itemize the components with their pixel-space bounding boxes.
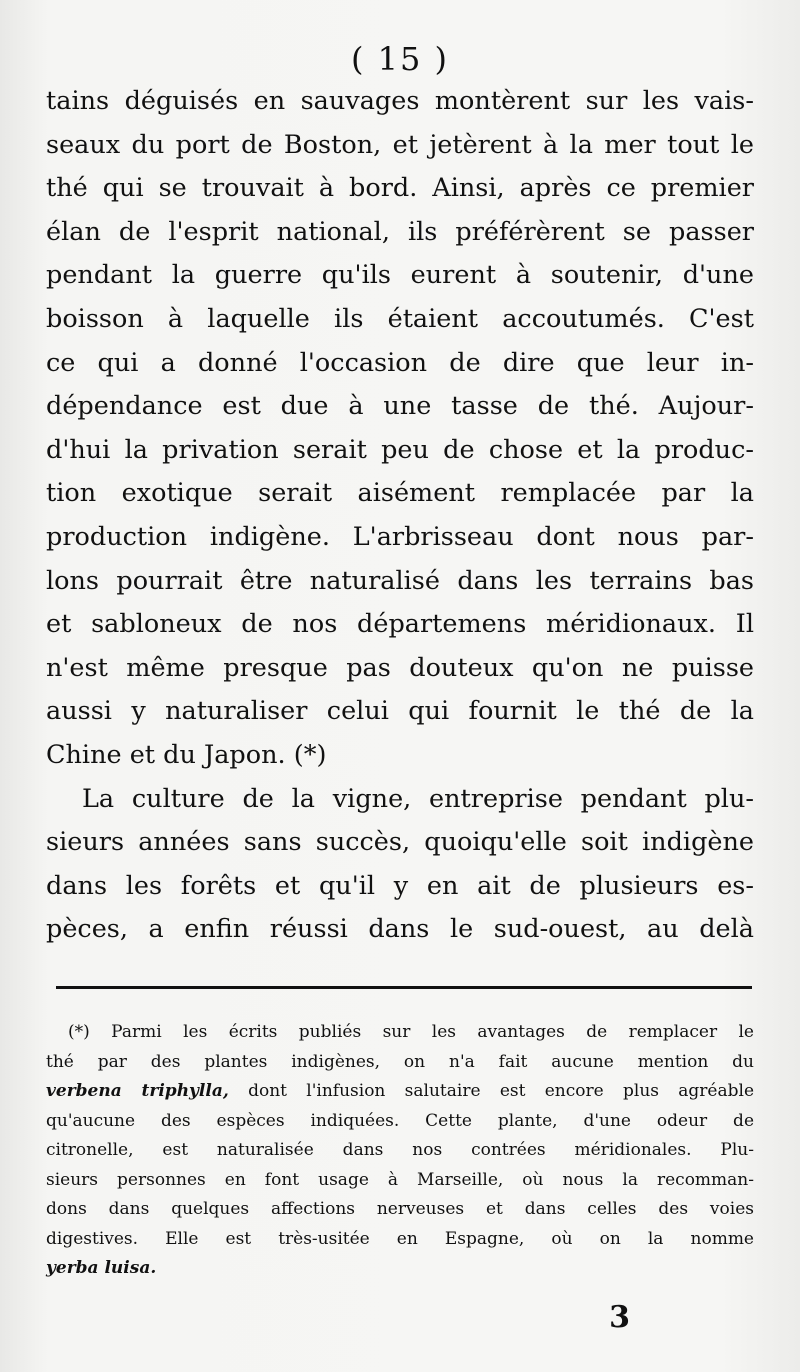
text-line: ce qui a donné l'occasion de dire que leur in-: [46, 347, 754, 378]
text-line: n'est même presque pas douteux qu'on ne puisse: [46, 652, 754, 683]
footnote-line: (*) Parmi les écrits publiés sur les avantages de remplacer le: [68, 1022, 754, 1042]
text-line: thé qui se trouvait à bord. Ainsi, après ce premier: [46, 173, 754, 204]
text-line: lons pourrait être naturalisé dans les terrains bas: [46, 565, 754, 596]
text-line: seaux du port de Boston, et jetèrent à la mer tout le: [46, 129, 754, 160]
footnote-line: qu'aucune des espèces indiquées. Cette plante, d'une odeur de: [46, 1110, 754, 1131]
footnote-line: thé par des plantes indigènes, on n'a fait aucune mention du: [46, 1051, 754, 1072]
text-line: production indigène. L'arbrisseau dont nous par-: [46, 521, 754, 552]
footnote-line: dons dans quelques affections nerveuses et dans celles des voies: [46, 1199, 754, 1219]
text-line: pèces, a enfin réussi dans le sud-ouest, au delà: [46, 914, 754, 945]
text-line: sieurs années sans succès, quoiqu'elle soit indigène: [46, 827, 754, 858]
text-line: Chine et du Japon. (*): [46, 739, 327, 770]
body-text: [46, 80, 754, 952]
text-line: et sabloneux de nos départemens méridionaux. Il: [46, 609, 754, 640]
text-line: La culture de la vigne, entreprise pendant plu-: [82, 783, 754, 814]
text-line: aussi y naturaliser celui qui fournit le thé de la: [46, 696, 754, 727]
text-line: dans les forêts et qu'il y en ait de plusieurs es-: [46, 870, 754, 901]
signature-mark: 3: [609, 1300, 630, 1335]
text-line: pendant la guerre qu'ils eurent à soutenir, d'une: [46, 260, 754, 291]
text-line: dépendance est due à une tasse de thé. Aujour-: [46, 391, 754, 422]
footnote-line: [46, 1077, 754, 1107]
text-line: tains déguisés en sauvages montèrent sur les vais-: [46, 86, 754, 116]
page-number: ( 15 ): [350, 40, 450, 78]
text-line: boisson à laquelle ils étaient accoutumés. C'est: [46, 303, 754, 334]
footnote-line: citronelle, est naturalisée dans nos contrées méridionales. Plu-: [46, 1140, 754, 1160]
footnote-line: digestives. Elle est très-usitée en Espagne, où on la nomme: [46, 1228, 754, 1249]
text-line: tion exotique serait aisément remplacée par la: [46, 478, 754, 509]
footnote-line: sieurs personnes en font usage à Marseille, où nous la recomman-: [46, 1169, 754, 1190]
footnote-divider: [56, 986, 752, 989]
footnote-text: dont l'infusion salutaire est encore plus agréable: [228, 1081, 755, 1101]
footnote-italic: verbena triphylla,: [46, 1081, 229, 1101]
text-line: élan de l'esprit national, ils préférèrent se passer: [46, 216, 754, 247]
footnote-italic: yerba luisa.: [46, 1258, 157, 1278]
text-line: d'hui la privation serait peu de chose et la produc-: [46, 434, 754, 465]
footnote: [46, 1018, 754, 1284]
footnote-line: [46, 1254, 754, 1284]
